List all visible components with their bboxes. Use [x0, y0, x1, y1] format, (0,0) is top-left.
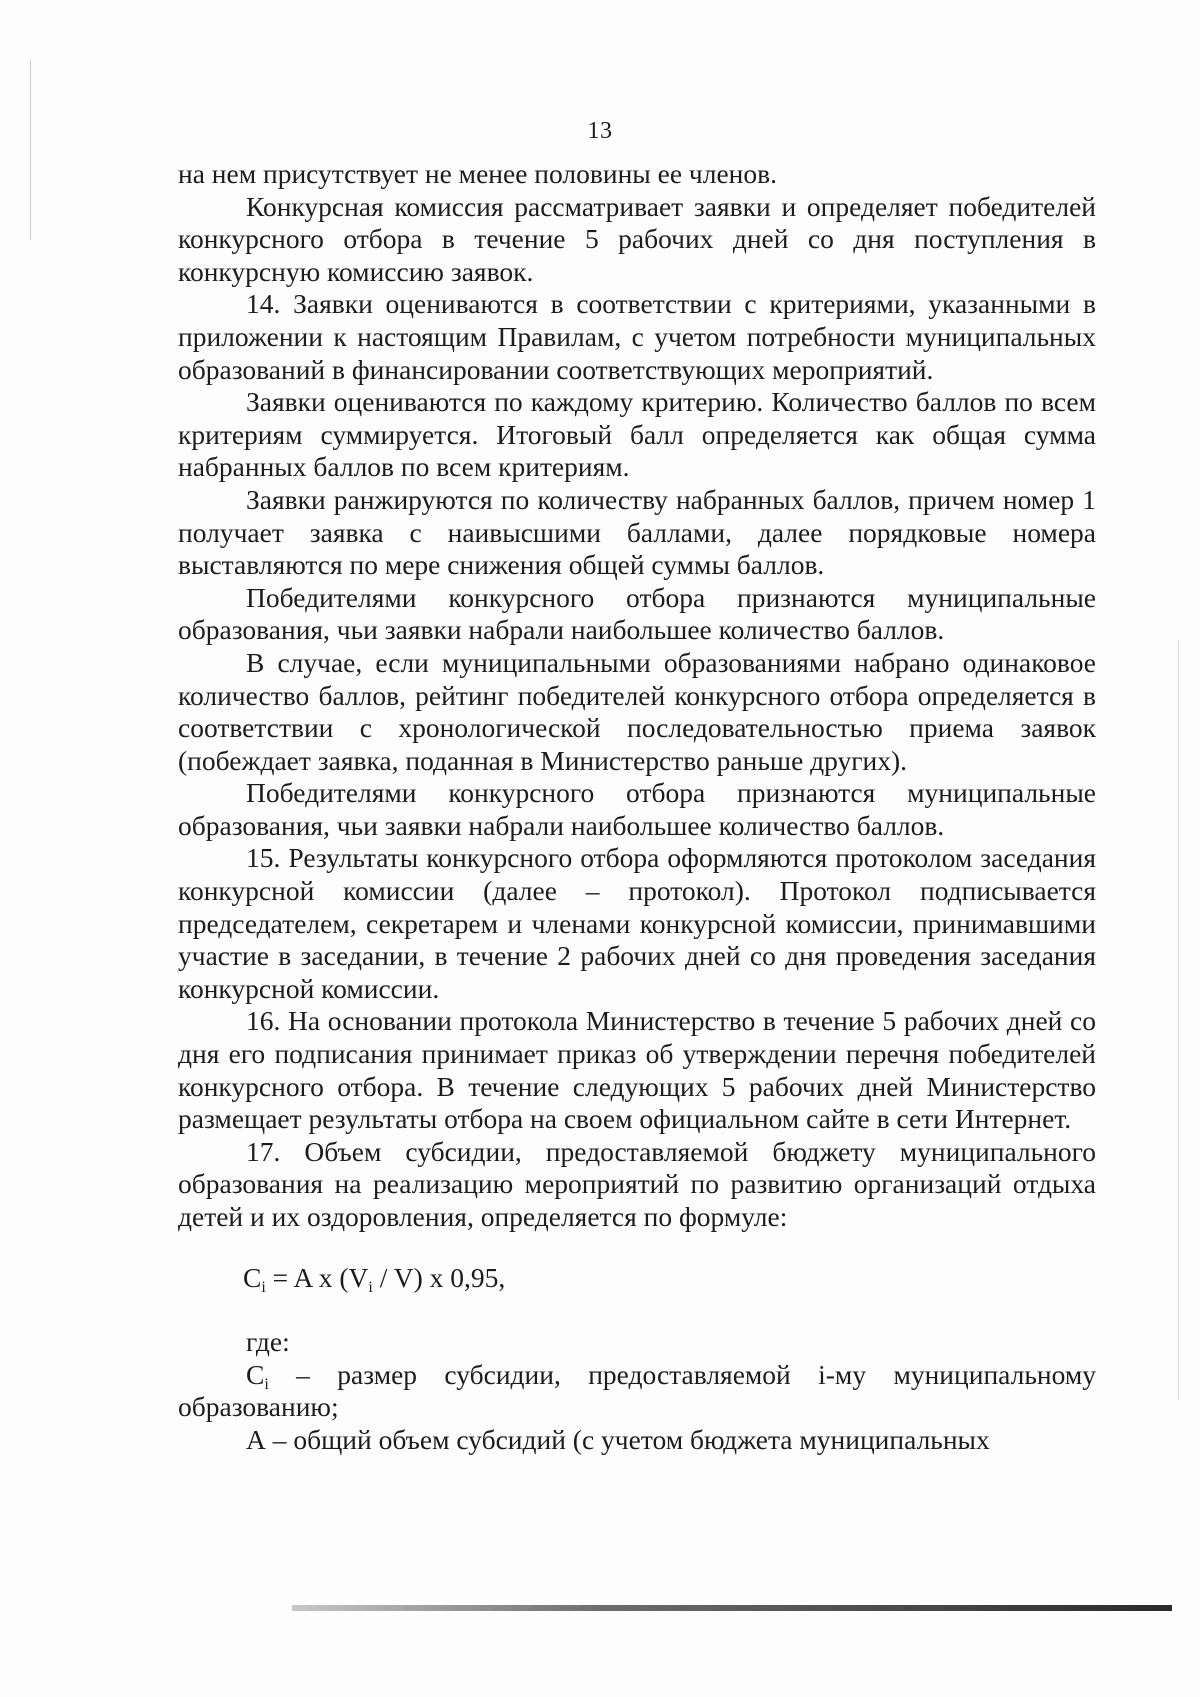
formula-subscript: i: [261, 1278, 266, 1296]
document-body: [178, 158, 1096, 1457]
paragraph: Заявки ранжируются по количеству набранных баллов, причем номер 1 получает заявка с наивысшими баллами, далее порядковые номера выставляются по мере снижения общей суммы баллов.: [178, 483, 1096, 581]
page-number: 13: [587, 118, 613, 144]
paragraph-item-16: 16. На основании протокола Министерство в течение 5 рабочих дней со дня его подписания принимает приказ об утверждении перечня победителей конкурсного отбора. В течение следующих 5 рабочих дней Министерство размещает результаты отбора на своем официальном сайте в сети Интернет.: [178, 1005, 1096, 1135]
paragraph: В случае, если муниципальными образованиями набрано одинаковое количество баллов, рейтинг победителей конкурсного отбора определяется в соответствии с хронологической последовательностью приема заявок (побеждает заявка, поданная в Министерство раньше других).: [178, 646, 1096, 776]
paragraph-continuation: на нем присутствует не менее половины ее членов.: [178, 158, 778, 189]
scan-edge-line-right: [1178, 640, 1179, 1400]
definition-a: А – общий объем субсидий (с учетом бюджета муниципальных: [246, 1423, 990, 1455]
formula-part: = A x (V: [265, 1261, 369, 1293]
paragraph-item-14: 14. Заявки оцениваются в соответствии с критериями, указанными в приложении к настоящим Правилам, с учетом потребности муниципальных образований в финансировании соответствующих мероприятий.: [178, 288, 1096, 385]
definition-symbol: C: [246, 1358, 265, 1390]
paragraph: Победителями конкурсного отбора признаются муниципальные образования, чьи заявки набрали наибольшее количество баллов.: [178, 581, 1096, 646]
paragraph-item-15: 15. Результаты конкурсного отбора оформляются протоколом заседания конкурсной комиссии (далее – протокол). Протокол подписывается председателем, секретарем и членами конкурсной комиссии, принимавшими участие в заседании, в течение 2 рабочих дней со дня проведения заседания конкурсной комиссии.: [178, 842, 1096, 1004]
footer-rule: [292, 1605, 1172, 1611]
where-label: где:: [246, 1326, 290, 1358]
paragraph: Заявки оцениваются по каждому критерию. Количество баллов по всем критериям суммируется. Итоговый балл определяется как общая сумма набранных баллов по всем критериям.: [178, 386, 1096, 483]
subsidy-formula: [243, 1262, 1096, 1295]
formula-subscript: i: [368, 1278, 373, 1296]
definition-ci: [178, 1359, 1096, 1424]
paragraph-item-17: 17. Объем субсидии, предоставляемой бюджету муниципального образования на реализацию мероприятий по развитию организаций отдыха детей и их оздоровления, определяется по формуле:: [178, 1135, 1096, 1232]
definition-subscript: i: [264, 1375, 269, 1393]
scan-edge-line-left: [30, 60, 31, 240]
formula-part: / V) x 0,95,: [372, 1261, 506, 1293]
paragraph: Конкурсная комиссия рассматривает заявки и определяет победителей конкурсного отбора в течение 5 рабочих дней со дня поступления в конкурсную комиссию заявок.: [178, 190, 1096, 287]
definition-text: – размер субсидии, предоставляемой i-му муниципальному образованию;: [178, 1358, 1096, 1423]
formula-symbol-c: C: [243, 1261, 262, 1293]
paragraph: Победителями конкурсного отбора признаются муниципальные образования, чьи заявки набрали наибольшее количество баллов.: [178, 777, 1096, 841]
